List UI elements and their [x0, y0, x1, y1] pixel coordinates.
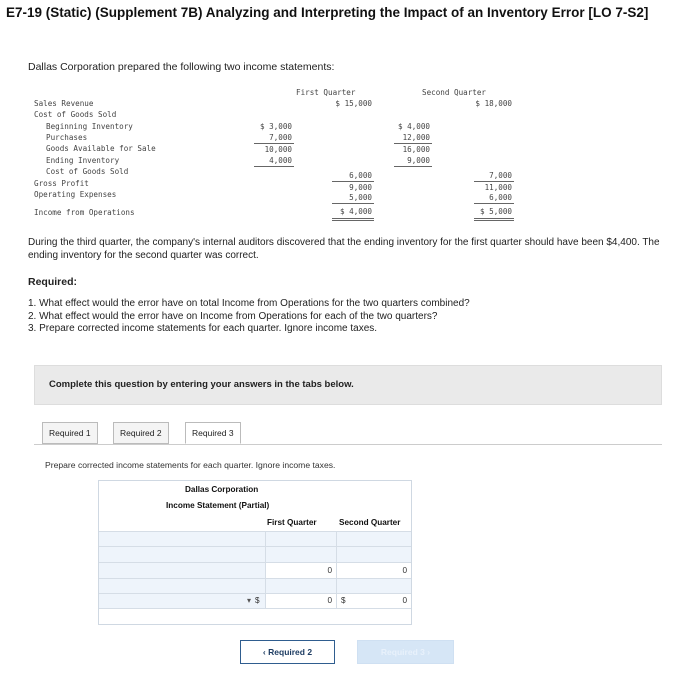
row-label: Cost of Goods Sold [34, 110, 117, 119]
row-label: Income from Operations [34, 208, 135, 217]
label-input[interactable] [99, 563, 265, 578]
answer-form [98, 480, 412, 625]
q2-beginning-inventory: $ 4,000 [397, 122, 430, 131]
form-statement-title: Income Statement (Partial) [166, 501, 270, 510]
q2-purchases: 12,000 [402, 133, 430, 142]
tab-required-2[interactable]: Required 2 [113, 422, 169, 444]
q1-total: 0 [327, 596, 332, 605]
form-row [99, 594, 411, 609]
label-input[interactable] [99, 594, 265, 608]
row-label: Ending Inventory [46, 156, 120, 165]
form-col-second-quarter: Second Quarter [339, 518, 401, 527]
label-input[interactable] [99, 547, 265, 562]
q2-operating-expenses: 6,000 [489, 193, 512, 202]
row-label: Beginning Inventory [46, 122, 133, 131]
row-label: Sales Revenue [34, 99, 94, 108]
form-col-first-quarter: First Quarter [267, 518, 317, 527]
q1-subtotal: 0 [327, 566, 332, 575]
dollar-sign: $ [255, 596, 260, 605]
auditor-paragraph: During the third quarter, the company's internal auditors discovered that the ending inventory for the first quarter should have been $4,400. The ending inventory for the second quarter was correct. [28, 237, 660, 261]
q1-sales-revenue: $ 15,000 [335, 99, 372, 108]
tab-bar [34, 422, 662, 445]
required-heading: Required: [28, 276, 78, 288]
q2-amount-input[interactable] [336, 579, 411, 593]
next-button-label: Required 3 [380, 647, 425, 657]
tab-required-3[interactable]: Required 3 [185, 422, 241, 444]
q1-amount-input[interactable] [265, 532, 336, 546]
requirement-2: 2. What effect would the error have on Income from Operations for each of the two quarters? [28, 310, 438, 322]
q1-purchases: 7,000 [269, 133, 292, 142]
form-row [99, 532, 411, 547]
q1-gross-profit: 9,000 [349, 183, 372, 192]
complete-prompt: Complete this question by entering your answers in the tabs below. [49, 379, 354, 390]
header-first-quarter: First Quarter [296, 88, 356, 97]
tab-required-1[interactable]: Required 1 [42, 422, 98, 444]
form-row [99, 563, 411, 579]
q2-subtotal: 0 [402, 566, 407, 575]
q2-ending-inventory: 9,000 [407, 156, 430, 165]
q1-goods-available: 10,000 [264, 145, 292, 154]
q1-ending-inventory: 4,000 [269, 156, 292, 165]
row-label: Gross Profit [34, 179, 89, 188]
q2-cost-of-goods-sold: 7,000 [489, 171, 512, 180]
row-label: Purchases [46, 133, 88, 142]
next-button[interactable] [357, 640, 454, 664]
chevron-right-icon: › [427, 647, 431, 657]
requirements-list [28, 298, 470, 336]
row-label: Cost of Goods Sold [46, 167, 129, 176]
q2-amount-input[interactable] [336, 547, 411, 562]
q2-amount-input[interactable] [336, 532, 411, 546]
row-label: Goods Available for Sale [46, 144, 156, 153]
dropdown-caret-icon[interactable]: ▾ [247, 596, 252, 605]
q1-income-from-operations: $ 4,000 [339, 207, 372, 216]
q2-total: 0 [402, 596, 407, 605]
prev-button[interactable] [240, 640, 335, 664]
form-company-name: Dallas Corporation [185, 485, 259, 494]
requirement-1: 1. What effect would the error have on total Income from Operations for the two quarters combined? [28, 298, 470, 309]
q1-cost-of-goods-sold: 6,000 [349, 171, 372, 180]
q1-amount-input[interactable] [265, 547, 336, 562]
row-label: Operating Expenses [34, 190, 117, 199]
page-title: E7-19 (Static) (Supplement 7B) Analyzing and Interpreting the Impact of an Inventory Error [LO 7-S2] [6, 5, 649, 20]
q2-goods-available: 16,000 [402, 145, 430, 154]
instructions-banner [34, 365, 662, 405]
income-statement [34, 84, 522, 224]
q1-beginning-inventory: $ 3,000 [259, 122, 292, 131]
requirement-3: 3. Prepare corrected income statements for each quarter. Ignore income taxes. [28, 323, 378, 334]
q2-sales-revenue: $ 18,000 [475, 99, 512, 108]
q1-amount-input[interactable] [265, 579, 336, 593]
header-second-quarter: Second Quarter [422, 88, 487, 97]
dollar-sign: $ [341, 596, 346, 605]
label-input[interactable] [99, 579, 265, 593]
prepare-instruction: Prepare corrected income statements for each quarter. Ignore income taxes. [45, 460, 336, 470]
q1-operating-expenses: 5,000 [349, 193, 372, 202]
prev-button-label: Required 2 [268, 647, 313, 657]
q2-gross-profit: 11,000 [484, 183, 512, 192]
q2-income-from-operations: $ 5,000 [479, 207, 512, 216]
chevron-left-icon: ‹ [262, 647, 266, 657]
intro-text: Dallas Corporation prepared the following two income statements: [28, 61, 335, 73]
form-row [99, 579, 411, 594]
label-input[interactable] [99, 532, 265, 546]
form-row [99, 547, 411, 563]
